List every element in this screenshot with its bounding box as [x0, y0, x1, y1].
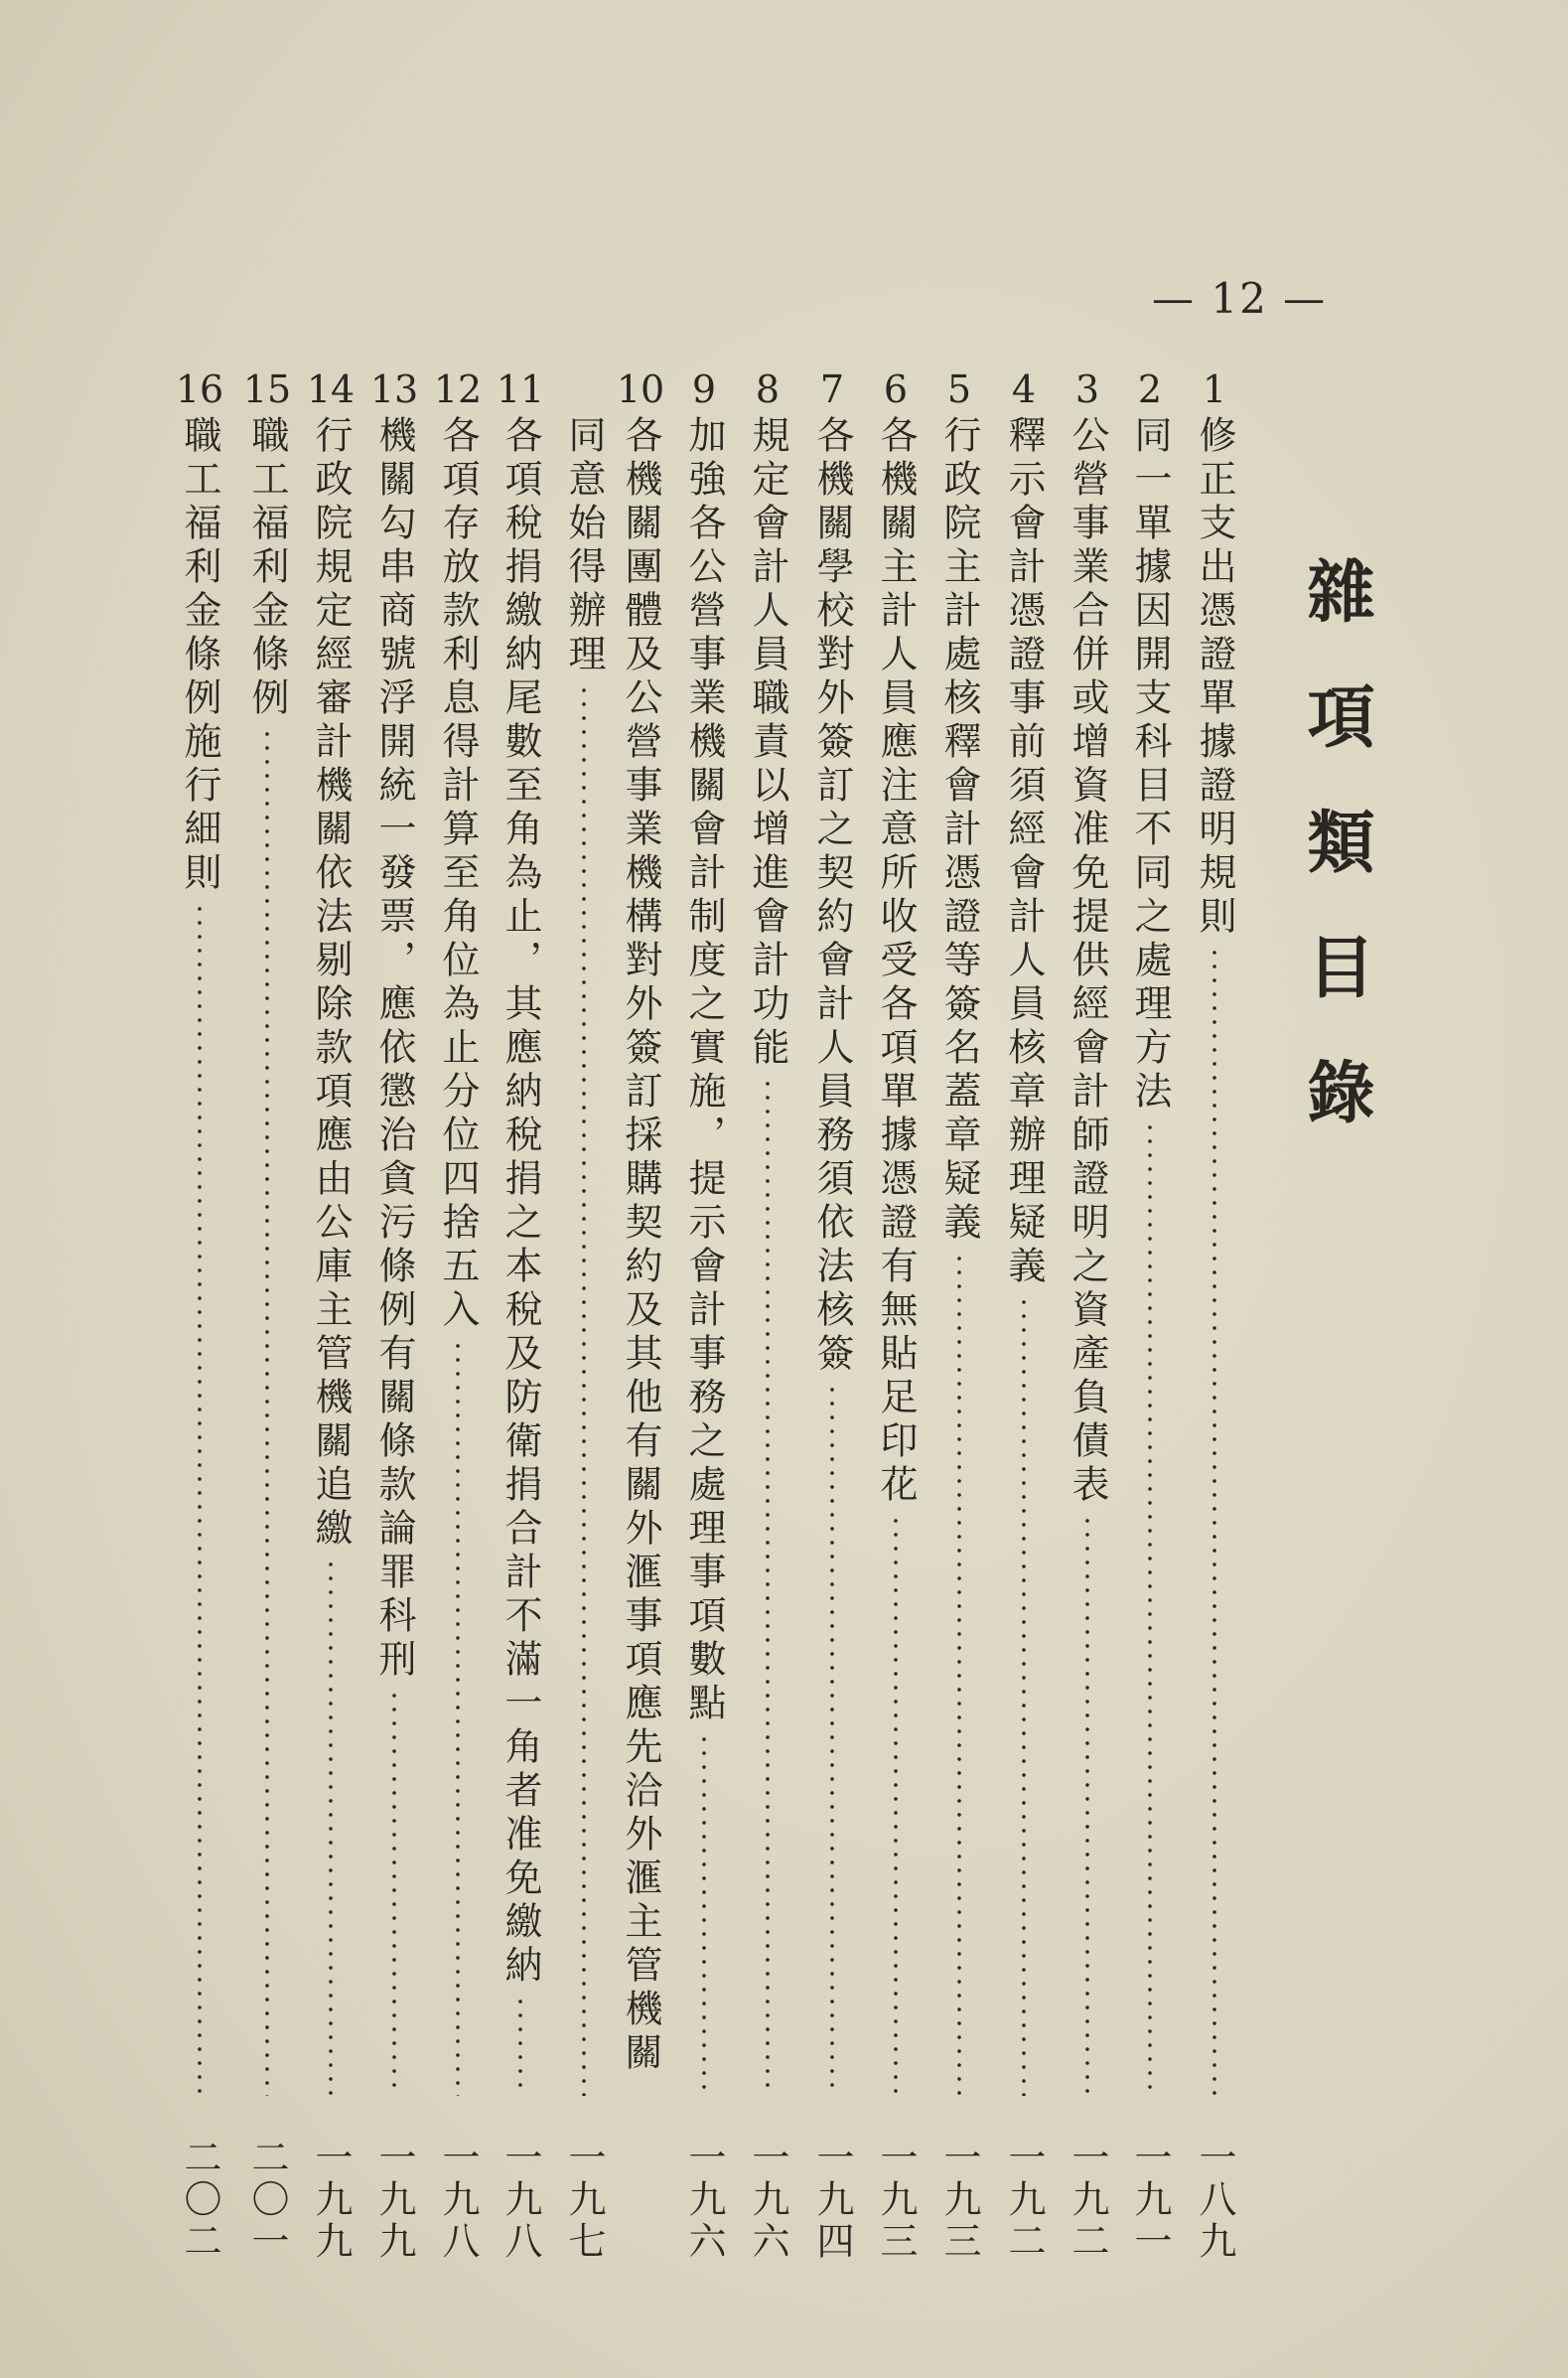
- toc-entry: [172, 366, 227, 2263]
- entry-number: 6: [883, 368, 909, 411]
- entry-title: 規定會計人員職責以增進會計功能: [746, 415, 789, 1071]
- entry-title: 職工福利金條例施行細則: [178, 415, 221, 896]
- entry-number: 3: [1074, 368, 1100, 411]
- toc-entry: [931, 366, 987, 2263]
- dot-leader: [582, 683, 586, 2096]
- toc-entry-continuation: [556, 366, 612, 2263]
- entry-page-number: 二〇一: [245, 2138, 289, 2263]
- entry-page-number: 一九四: [810, 2138, 854, 2263]
- entry-number: 14: [306, 368, 356, 411]
- entry-number: 10: [616, 368, 665, 411]
- entry-title: 各機關主計人員應注意所收受各項單據憑證有無貼足印花: [874, 415, 918, 1508]
- entry-title: 公營事業合併或增資准免提供經會計師證明之資產負債表: [1066, 415, 1109, 1508]
- dot-leader: [830, 1383, 834, 2096]
- dot-leader: [265, 727, 269, 2096]
- dot-leader: [1022, 1295, 1026, 2096]
- toc-entry: [430, 366, 486, 2263]
- toc-entry: [804, 366, 860, 2263]
- page-number: — 12 —: [1152, 274, 1328, 323]
- entry-number: 1: [1202, 368, 1227, 411]
- toc-entry: [493, 366, 548, 2263]
- entry-page-number: 一九八: [499, 2138, 542, 2263]
- entry-page-number: 二〇二: [178, 2138, 221, 2263]
- entry-title: 修正支出憑證單據證明規則: [1193, 415, 1236, 940]
- toc-entry: [868, 366, 924, 2263]
- dot-leader: [518, 1995, 522, 2096]
- entry-title: 機關勾串商號浮開統一發票，應依懲治貪污條例有關條款論罪科刑: [372, 415, 416, 1683]
- entry-title: 釋示會計憑證事前須經會計人員核章辦理疑義: [1002, 415, 1046, 1289]
- toc-entry: [366, 366, 422, 2263]
- section-title: 雜項類目錄: [1296, 556, 1375, 1182]
- entry-number: 9: [691, 368, 717, 411]
- entry-page-number: 一九三: [874, 2138, 918, 2263]
- toc-entry: [996, 366, 1052, 2263]
- entry-title-continuation: 同意始得辦理: [562, 415, 606, 677]
- entry-number: 7: [819, 368, 845, 411]
- entry-number: 2: [1137, 368, 1163, 411]
- dot-leader: [1212, 946, 1216, 2096]
- entry-page-number: 一九九: [309, 2138, 353, 2263]
- entry-page-number: 一九一: [1128, 2138, 1172, 2263]
- entry-page-number: 一九三: [937, 2138, 981, 2263]
- entry-number: 16: [175, 368, 224, 411]
- entry-title: 各機關學校對外簽訂之契約會計人員務須依法核簽: [810, 415, 854, 1377]
- entry-title: 各項稅捐繳納尾數至角為止，其應納稅捐之本稅及防衛捐合計不滿一角者准免繳納: [499, 415, 542, 1989]
- entry-page-number: 一九七: [562, 2138, 606, 2263]
- toc-entry: [1060, 366, 1115, 2263]
- entry-page-number: 一九六: [746, 2138, 789, 2263]
- entry-page-number: 一九二: [1066, 2138, 1109, 2263]
- entry-page-number: 一九八: [436, 2138, 480, 2263]
- dot-leader: [894, 1514, 898, 2096]
- entry-number: 4: [1011, 368, 1037, 411]
- entry-page-number: 一九六: [682, 2138, 726, 2263]
- toc-entry: [239, 366, 295, 2263]
- entry-title: 同一單據因開支科目不同之處理方法: [1128, 415, 1172, 1115]
- dot-leader: [1085, 1514, 1089, 2096]
- entry-page-number: 一九二: [1002, 2138, 1046, 2263]
- entry-number: 5: [946, 368, 972, 411]
- toc-entry: [676, 366, 732, 2263]
- toc-entry: [303, 366, 358, 2263]
- entry-page-number: 一八九: [1193, 2138, 1236, 2263]
- entry-title: 行政院規定經審計機關依法剔除款項應由公庫主管機關追繳: [309, 415, 353, 1552]
- entry-number: 13: [369, 368, 419, 411]
- entry-page-number: 一九九: [372, 2138, 416, 2263]
- entry-title: 加強各公營事業機關會計制度之實施，提示會計事務之處理事項數點: [682, 415, 726, 1726]
- toc-entry: [1122, 366, 1178, 2263]
- entry-title: 各項存放款利息得計算至角位為止分位四捨五入: [436, 415, 480, 1333]
- entry-title: 各機關團體及公營事業機構對外簽訂採購契約及其他有關外滙事項應先洽外滙主管機關: [619, 415, 662, 2076]
- toc-entry: [613, 366, 668, 2263]
- dot-leader: [456, 1339, 460, 2096]
- dot-leader: [1148, 1120, 1152, 2096]
- entry-number: 8: [755, 368, 781, 411]
- entry-title: 職工福利金條例: [245, 415, 289, 721]
- dot-leader: [329, 1558, 333, 2096]
- dot-leader: [957, 1252, 961, 2096]
- entry-number: 12: [433, 368, 483, 411]
- dot-leader: [702, 1732, 706, 2096]
- dot-leader: [766, 1077, 770, 2096]
- dot-leader: [198, 902, 202, 2096]
- entry-number: 11: [496, 368, 545, 411]
- toc-entry: [1187, 366, 1242, 2263]
- dot-leader: [392, 1689, 396, 2096]
- toc-entry: [740, 366, 795, 2263]
- entry-number: 15: [242, 368, 292, 411]
- entry-title: 行政院主計處核釋會計憑證等簽名蓋章疑義: [937, 415, 981, 1246]
